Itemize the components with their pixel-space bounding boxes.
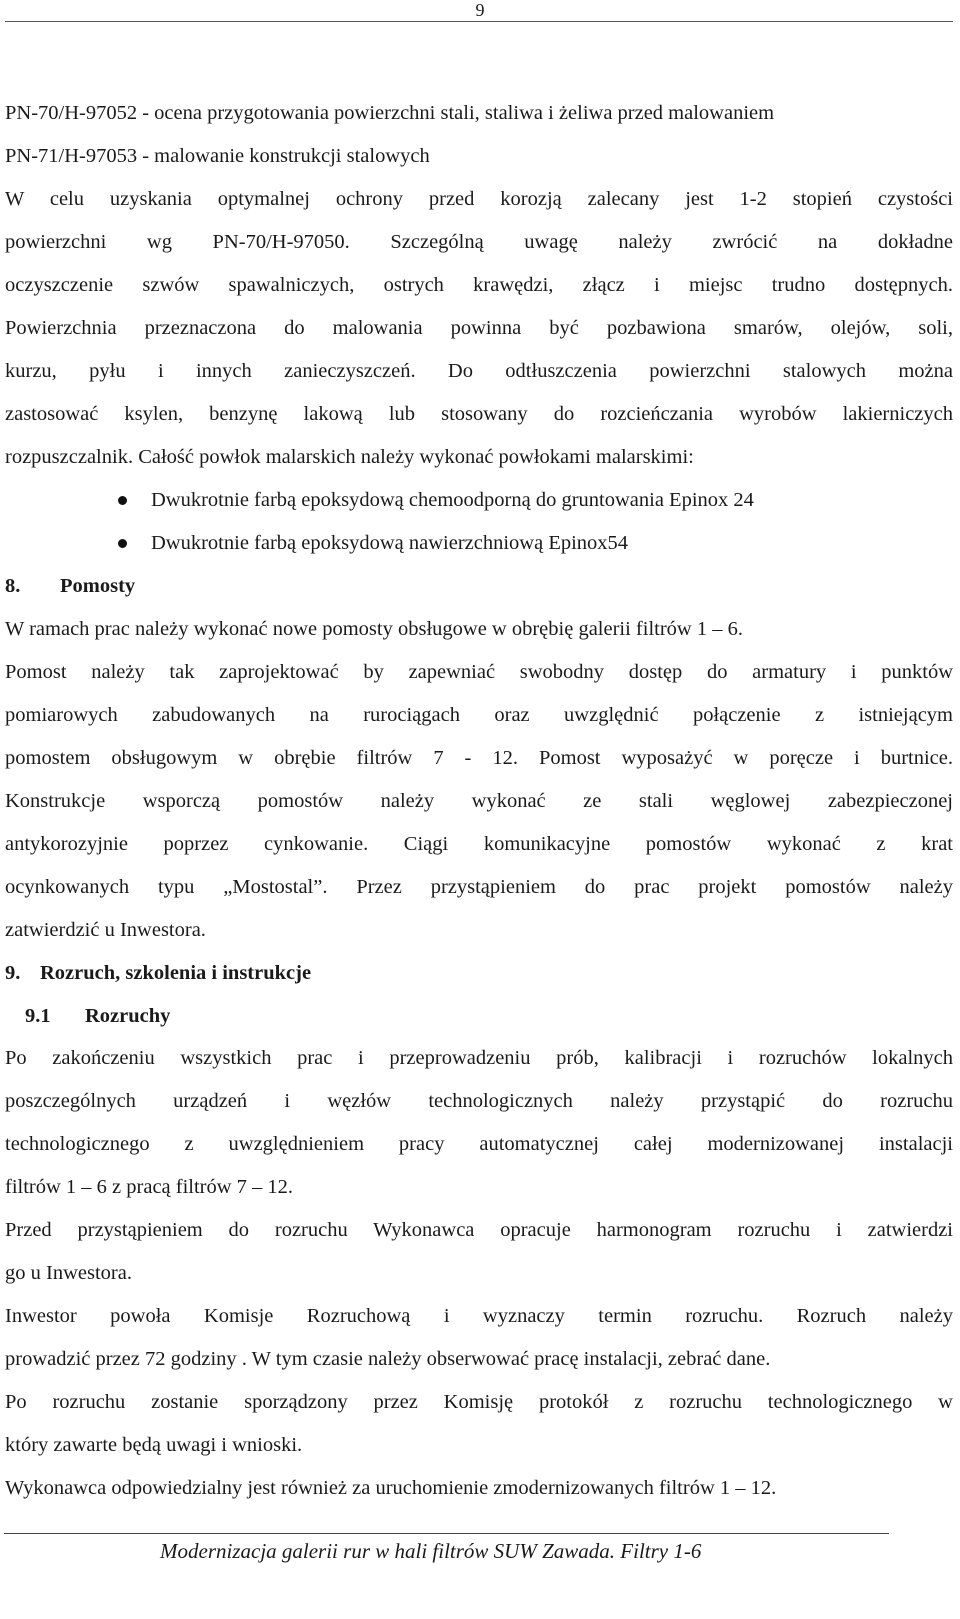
paragraph-line: powierzchni wg PN-70/H-97050. Szczególną uwagę należy zwrócić na dokładne <box>5 231 953 253</box>
paragraph-line: zastosować ksylen, benzynę lakową lub stosowany do rozcieńczania wyrobów lakierniczych <box>5 403 953 425</box>
section-8-body <box>5 608 953 952</box>
section-heading-8 <box>5 565 953 608</box>
section-9-1-body <box>5 1037 953 1510</box>
list-item <box>5 522 953 565</box>
paragraph-line: pomostem obsługowym w obrębie filtrów 7 - 12. Pomost wyposażyć w poręcze i burtnice. <box>5 747 953 769</box>
paragraph-line: poszczególnych urządzeń i węzłów technologicznych należy przystąpić do rozruchu <box>5 1090 953 1112</box>
paragraph-line: go u Inwestora. <box>5 1262 132 1284</box>
list-item <box>5 479 953 522</box>
paragraph-line: technologicznego z uwzględnieniem pracy automatycznej całej modernizowanej instalacji <box>5 1133 953 1155</box>
paragraph-line: W celu uzyskania optymalnej ochrony przed korozją zalecany jest 1-2 stopień czystości <box>5 188 953 210</box>
paint-section <box>5 92 953 565</box>
section-number: 9. <box>5 962 21 984</box>
document-body <box>5 92 953 1510</box>
section-heading-9 <box>5 952 953 995</box>
page-footer: Modernizacja galerii rur w hali filtrów SUW Zawada. Filtry 1-6 <box>160 1539 702 1563</box>
paragraph-line: ocynkowanych typu „Mostostal”. Przez przystąpieniem do prac projekt pomostów należy <box>5 876 953 898</box>
subsection-number: 9.1 <box>25 1005 51 1027</box>
section-title: Rozruch, szkolenia i instrukcje <box>40 962 312 984</box>
paragraph-line: który zawarte będą uwagi i wnioski. <box>5 1434 303 1456</box>
paragraph-line: prowadzić przez 72 godziny . W tym czasie należy obserwować pracę instalacji, zebrać dane. <box>5 1348 771 1370</box>
section-number: 8. <box>5 575 21 597</box>
standard-line: PN-71/H-97053 - malowanie konstrukcji stalowych <box>5 145 430 167</box>
paragraph-line: kurzu, pyłu i innych zanieczyszczeń. Do odtłuszczenia powierzchni stalowych można <box>5 360 953 382</box>
paragraph-line: Wykonawca odpowiedzialny jest również za uruchomienie zmodernizowanych filtrów 1 – 12. <box>5 1477 777 1499</box>
paragraph-line: Po zakończeniu wszystkich prac i przeprowadzeniu prób, kalibracji i rozruchów lokalnych <box>5 1047 953 1069</box>
paragraph-line: zatwierdzić u Inwestora. <box>5 919 206 941</box>
list-item-text: Dwukrotnie farbą epoksydową chemoodporną do gruntowania Epinox 24 <box>151 489 754 511</box>
section-title: Pomosty <box>60 575 136 597</box>
paragraph-line: oczyszczenie szwów spawalniczych, ostrych krawędzi, złącz i miejsc trudno dostępnych. <box>5 274 953 296</box>
bullet-icon <box>118 496 127 505</box>
coating-list <box>5 479 953 565</box>
page-number: 9 <box>475 0 485 20</box>
paragraph-line: rozpuszczalnik. Całość powłok malarskich należy wykonać powłokami malarskimi: <box>5 446 694 468</box>
paragraph-line: Inwestor powoła Komisje Rozruchową i wyznaczy termin rozruchu. Rozruch należy <box>5 1305 953 1327</box>
paragraph-line: Powierzchnia przeznaczona do malowania powinna być pozbawiona smarów, olejów, soli, <box>5 317 953 339</box>
subsection-heading-9-1 <box>5 995 953 1037</box>
footer-divider <box>4 1533 889 1534</box>
paragraph-line: filtrów 1 – 6 z pracą filtrów 7 – 12. <box>5 1176 294 1198</box>
paragraph-line: Po rozruchu zostanie sporządzony przez Komisję protokół z rozruchu technologicznego w <box>5 1391 953 1413</box>
bullet-icon <box>118 539 127 548</box>
paragraph-line: Przed przystąpieniem do rozruchu Wykonawca opracuje harmonogram rozruchu i zatwierdzi <box>5 1219 953 1241</box>
paragraph-line: Pomost należy tak zaprojektować by zapewniać swobodny dostęp do armatury i punktów <box>5 661 953 683</box>
paragraph-line: antykorozyjnie poprzez cynkowanie. Ciągi komunikacyjne pomostów wykonać z krat <box>5 833 953 855</box>
subsection-title: Rozruchy <box>85 1005 171 1027</box>
standard-line: PN-70/H-97052 - ocena przygotowania powierzchni stali, staliwa i żeliwa przed malowaniem <box>5 102 775 124</box>
header-divider <box>5 21 953 22</box>
paragraph-line: W ramach prac należy wykonać nowe pomosty obsługowe w obrębię galerii filtrów 1 – 6. <box>5 618 743 640</box>
paragraph-line: pomiarowych zabudowanych na rurociągach oraz uwzględnić połączenie z istniejącym <box>5 704 953 726</box>
list-item-text: Dwukrotnie farbą epoksydową nawierzchniową Epinox54 <box>151 532 629 554</box>
paragraph-line: Konstrukcje wsporczą pomostów należy wykonać ze stali węglowej zabezpieczonej <box>5 790 953 812</box>
